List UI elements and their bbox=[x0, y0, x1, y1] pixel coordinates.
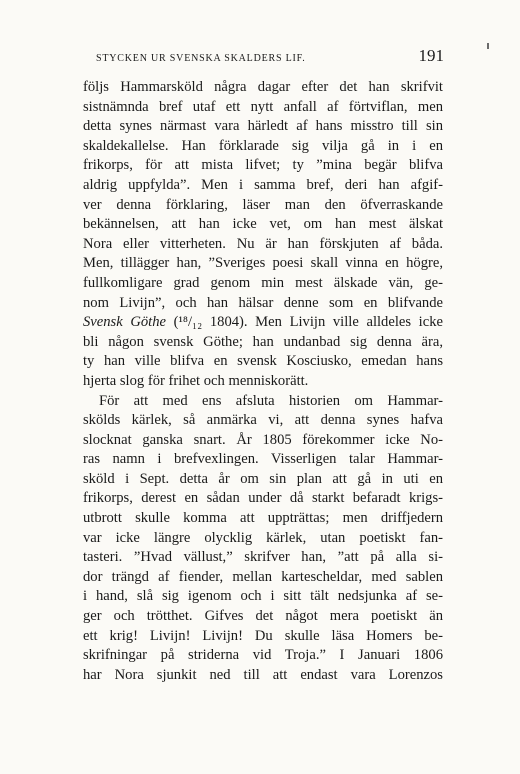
page-header bbox=[96, 46, 444, 68]
text-line: aldrig uppfylda”. Men i samma bref, deri han afgif- bbox=[83, 176, 443, 193]
text-line: Svensk Göthe (¹⁸/₁₂ 1804). Men Livijn ville alldeles icke bbox=[83, 314, 443, 331]
text-line: bekännelsen, att han icke vet, om han mest älskat bbox=[83, 216, 443, 233]
text-line: skölds kärlek, så anmärka vi, att denna synes hafva bbox=[83, 412, 443, 429]
text-line: ger och trötthet. Gifves det något mera poetiskt än bbox=[83, 608, 443, 625]
text-line: hjerta slog för frihet och menniskorätt. bbox=[83, 372, 309, 389]
text-line: tasteri. ”Hvad vällust,” skrifver han, ”att på alla si- bbox=[83, 549, 443, 566]
text-line: För att med ens afsluta historien om Hammar- bbox=[99, 392, 443, 409]
text-line: fullkomligare grad genom min mest älskade vän, ge- bbox=[83, 274, 443, 291]
text-line: detta synes närmast vara härledt af hans misstro till sin bbox=[83, 118, 443, 135]
text-line: nom Livijn”, och han hälsar denne som en blifvande bbox=[83, 294, 443, 311]
text-line: slocknat ganska snart. År 1805 förekommer icke No- bbox=[83, 431, 443, 448]
text-line: i hand, slå sig igenom och i sitt tält nedsjunka af se- bbox=[83, 588, 443, 605]
text-line: frikorps, derest en sådan under då starkt befaradt krigs- bbox=[83, 490, 443, 507]
margin-mark bbox=[487, 43, 489, 49]
text-line: ras namn i brefvexlingen. Visserligen talar Hammar- bbox=[83, 451, 443, 468]
text-line: ver denna förklaring, läser man den öfverraskande bbox=[83, 196, 443, 213]
text-line: sistnämnda bref utaf ett nytt anfall af förtviflan, men bbox=[83, 98, 443, 115]
text-line: utbrott skulle komma att uppträttas; men driffjedern bbox=[83, 510, 443, 527]
text-line: följs Hammarsköld några dagar efter det han skrifvit bbox=[83, 79, 443, 95]
text-line: Nora eller vitterheten. Nu är han förskjuten af båda. bbox=[83, 235, 443, 252]
italic-phrase: Svensk Göthe bbox=[83, 314, 167, 331]
text-line: har Nora sjunkit ned till att endast vara Lorenzos bbox=[83, 666, 443, 683]
text-line: frikorps, för att mista lifvet; ty ”mina begär blifva bbox=[83, 157, 443, 174]
text-line: ett krig! Livijn! Livijn! Du skulle läsa Homers be- bbox=[83, 627, 443, 644]
text-line: skaldekallelse. Han förklarade sig vilja gå in i en bbox=[83, 137, 443, 154]
text-line: skrifningar på striderna vid Troja.” I Januari 1806 bbox=[83, 647, 443, 664]
body-text bbox=[83, 78, 443, 685]
text-line: ty han ville blifva en svensk Kosciusko, emedan hans bbox=[83, 353, 443, 370]
text-line: bli någon svensk Göthe; han undanbad sig denna ära, bbox=[83, 333, 443, 350]
text-line: dor trängd af fiender, mellan kartescheldar, med sablen bbox=[83, 568, 443, 585]
text-line: var icke längre olycklig kärlek, utan poetiskt fan- bbox=[83, 529, 443, 546]
page-number: 191 bbox=[418, 46, 444, 65]
text-line: sköld i Sept. detta år om sin plan att gå in uti en bbox=[83, 470, 443, 487]
text-line: Men, tillägger han, ”Sveriges poesi skall vinna en högre, bbox=[83, 255, 443, 272]
running-title: STYCKEN UR SVENSKA SKALDERS LIF. bbox=[96, 53, 306, 64]
